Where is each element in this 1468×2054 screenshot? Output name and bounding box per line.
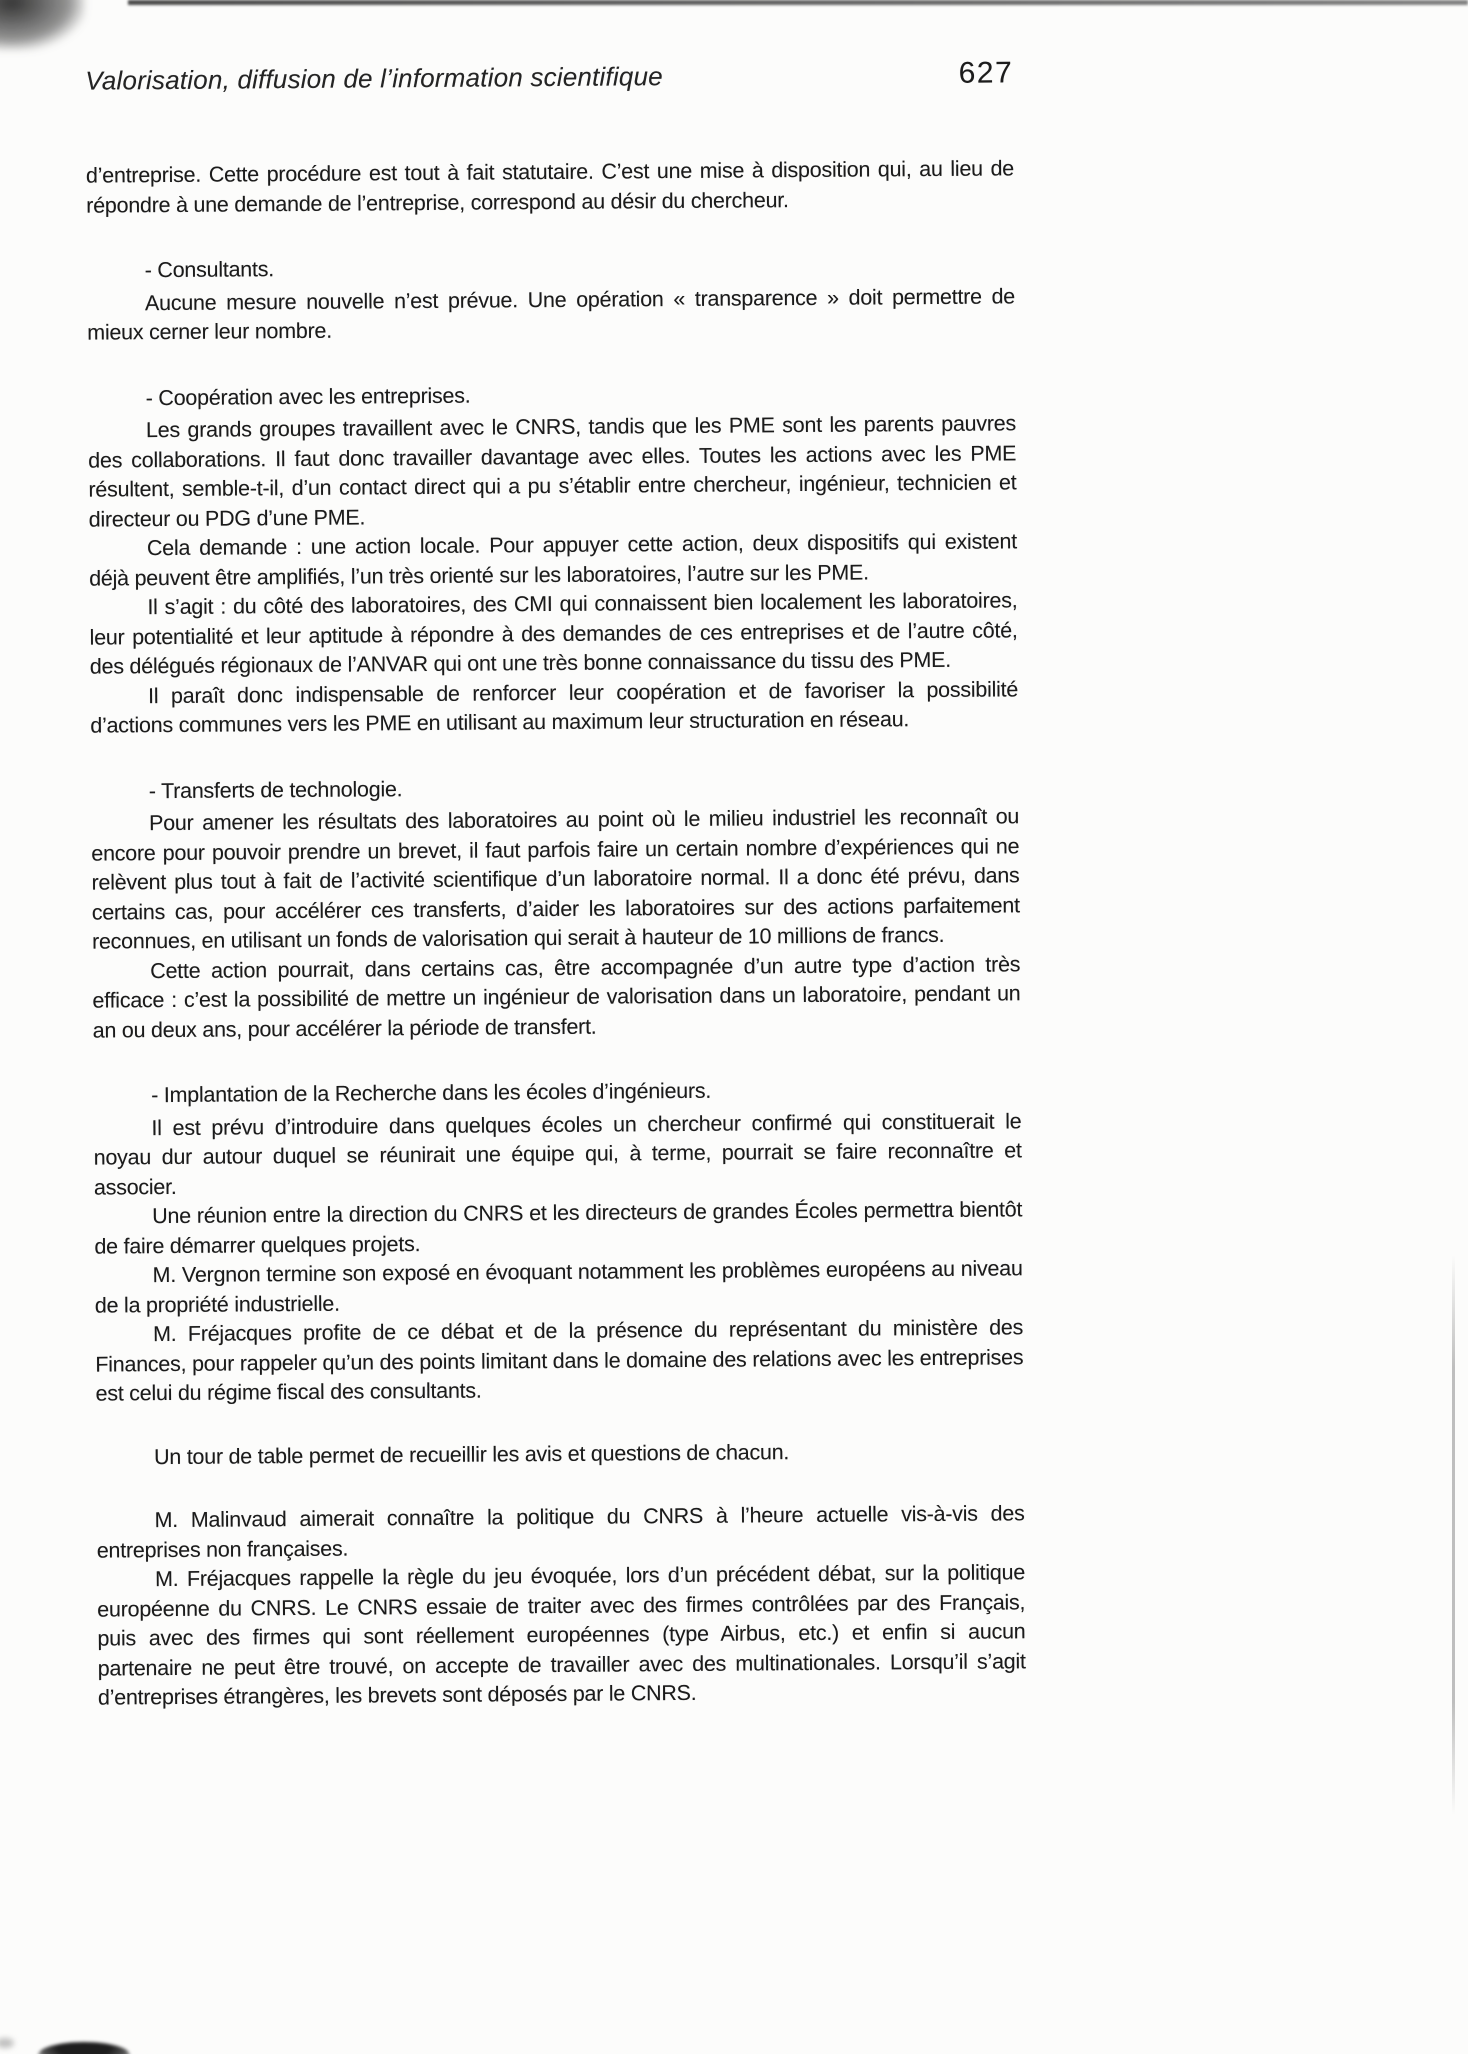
paragraph: M. Malinvaud aimerait connaître la politique du CNRS à l’heure actuelle vis-à-vis des entreprises non françaises. <box>96 1501 1025 1563</box>
section-heading: - Transferts de technologie. <box>148 776 403 803</box>
paragraph: Il s’agit : du côté des laboratoires, des CMI qui connaissent bien localement les laboratoires, leur potentialité et leur aptitude à répondre à des demandes de ces entreprises et de l’autre côté, des délégués régionaux de l’ANVAR qui ont une très bonne connaissance du tissu des PME. <box>89 588 1018 679</box>
paragraph: Aucune mesure nouvelle n’est prévue. Une opération « transparence » doit permettre de mieux cerner leur nombre. <box>87 283 1016 345</box>
scan-artifact-bottom-smudge <box>0 2038 14 2048</box>
paragraph: M. Vergnon termine son exposé en évoquant notamment les problèmes européens au niveau de la propriété industrielle. <box>94 1256 1023 1318</box>
paragraph: Il est prévu d’introduire dans quelques écoles un chercheur confirmé qui constituerait le noyau dur autour duquel se réunirait une équipe qui, à terme, pourrait se faire reconnaître et associer. <box>93 1108 1022 1200</box>
paragraph: Les grands groupes travaillent avec le CNRS, tandis que les PME sont les parents pauvres des collaborations. Il faut donc travailler davantage avec elles. Toutes les actions avec les PME résultent, semble-t-il, d’un contact direct qui a pu s’établir entre chercheur, ingénieur, technicien et directeur ou PDG d’une PME. <box>88 411 1017 532</box>
paragraph: Cela demande : une action locale. Pour appuyer cette action, deux dispositifs qui existent déjà peuvent être amplifiés, l’un très orienté sur les laboratoires, l’autre sur les PME. <box>89 529 1017 591</box>
page-header <box>85 56 1013 97</box>
paragraph: M. Fréjacques profite de ce débat et de la présence du représentant du ministère des Finances, pour rappeler qu’un des points limitant dans le domaine des relations avec les entreprises est celui du régime fiscal des consultants. <box>95 1315 1024 1406</box>
paragraph: Un tour de table permet de recueillir les avis et questions de chacun. <box>153 1439 790 1469</box>
paragraph: Cette action pourrait, dans certains cas, être accompagnée d’un autre type d’action très efficace : c’est la possibilité de mettre un ingénieur de valorisation dans un laboratoire, pendant un an ou deux ans, pour accélérer la période de transfert. <box>92 951 1021 1043</box>
section-heading: - Consultants. <box>144 257 274 283</box>
paragraph: M. Fréjacques rappelle la règle du jeu évoquée, lors d’un précédent débat, sur la politique européenne du CNRS. Le CNRS essaie de traiter avec des firmes contrôlées par des Français, puis avec des firmes qui sont réellement européennes (type Airbus, etc.) et enfin si aucun partenaire ne peut être trouvé, on accepte de travailler avec des multinationales. Lorsqu’il s’agit d’entreprises étrangères, les brevets sont déposés par le CNRS. <box>97 1560 1026 1710</box>
section-heading: - Coopération avec les entreprises. <box>145 383 471 410</box>
page-body <box>86 154 1026 1713</box>
section-heading: - Implantation de la Recherche dans les écoles d’ingénieurs. <box>151 1078 712 1108</box>
page-number: 627 <box>958 56 1014 90</box>
paragraph: Il paraît donc indispensable de renforcer leur coopération et de favoriser la possibilité d’actions communes vers les PME en utilisant au maximum leur structuration en réseau. <box>90 676 1019 738</box>
paragraph: Pour amener les résultats des laboratoires au point où le milieu industriel les reconnaît ou encore pour pouvoir prendre un brevet, il faut parfois faire un certain nombre d’expériences qui ne relèvent plus tout à fait de l’activité scientifique d’un laboratoire normal. Il a donc été prévu, dans certains cas, pour accélérer ces transferts, d’aider les laboratoires sur des actions parfaitement reconnues, en utilisant un fonds de valorisation qui serait à hauteur de 10 millions de francs. <box>91 804 1020 954</box>
scan-artifact-bottom-left-mark <box>38 2042 130 2054</box>
running-title: Valorisation, diffusion de l’information scientifique <box>85 61 663 96</box>
paragraph: d’entreprise. Cette procédure est tout à fait statutaire. C’est une mise à disposition qui, au lieu de répondre à une demande de l’entreprise, correspond au désir du chercheur. <box>85 156 1015 218</box>
paragraph: Une réunion entre la direction du CNRS et les directeurs de grandes Écoles permettra bientôt de faire démarrer quelques projets. <box>94 1197 1023 1259</box>
